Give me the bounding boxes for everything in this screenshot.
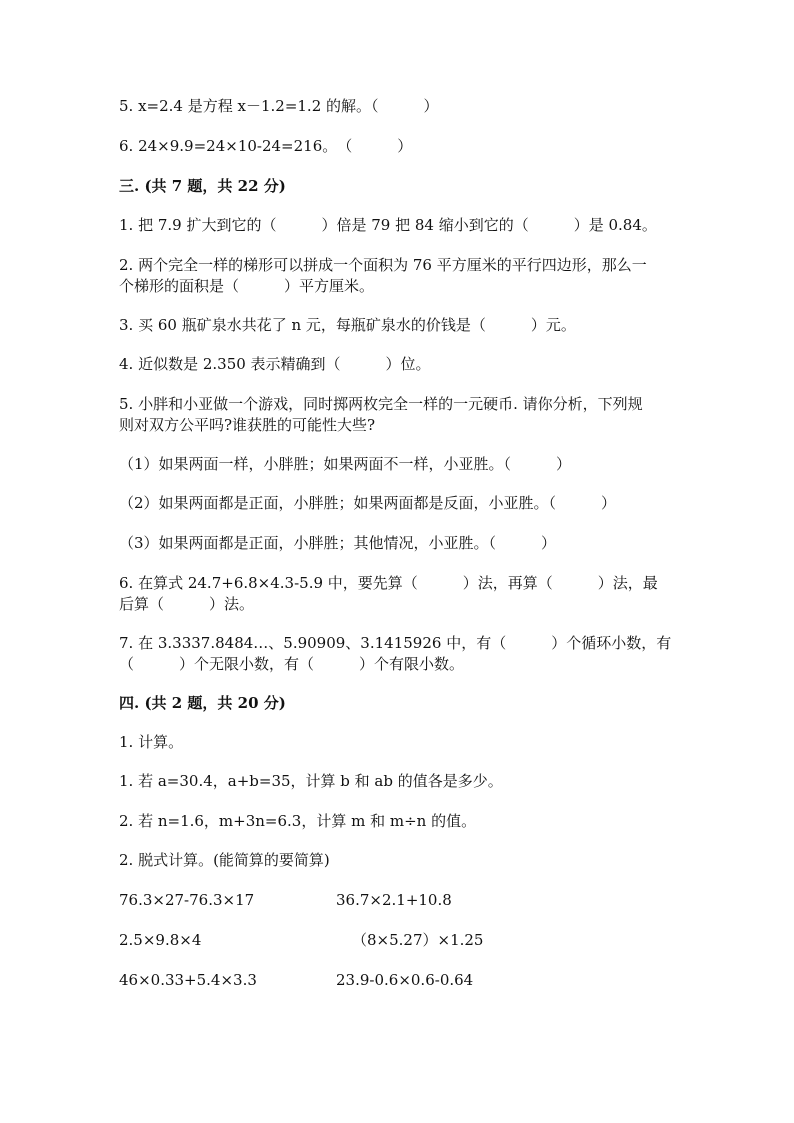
question-s3-4: 4. 近似数是 2.350 表示精确到（ ）位。 <box>119 355 431 373</box>
section4-heading: 四. (共 2 题，共 20 分) <box>119 694 286 712</box>
part1-question-2: 2. 若 n=1.6，m+3n=6.3，计算 m 和 m÷n 的值。 <box>119 812 477 830</box>
question-s3-6-line2: 后算（ ）法。 <box>119 595 255 613</box>
calc-expression: 46×0.33+5.4×3.3 <box>119 971 257 989</box>
calc-expression: 36.7×2.1+10.8 <box>336 891 452 909</box>
calc-expression: （8×5.27）×1.25 <box>352 931 484 949</box>
calc-expression: 23.9-0.6×0.6-0.64 <box>336 971 474 989</box>
question-s2-6: 6. 24×9.9=24×10-24=216。 （ ） <box>119 137 413 155</box>
question-s3-2-line2: 个梯形的面积是（ ）平方厘米。 <box>119 277 375 295</box>
question-s3-2-line1: 2. 两个完全一样的梯形可以拼成一个面积为 76 平方厘米的平行四边形，那么一 <box>119 256 647 274</box>
question-s3-5-line1: 5. 小胖和小亚做一个游戏，同时掷两枚完全一样的一元硬币. 请你分析，下列规 <box>119 395 643 413</box>
part2-title: 2. 脱式计算。(能简算的要简算) <box>119 851 330 869</box>
section3-heading: 三. (共 7 题，共 22 分) <box>119 177 286 195</box>
question-s3-5-sub2: （2）如果两面都是正面，小胖胜；如果两面都是反面，小亚胜。（ ） <box>119 494 617 512</box>
calc-expression: 2.5×9.8×4 <box>119 931 202 949</box>
question-s3-5-line2: 则对双方公平吗?谁获胜的可能性大些? <box>119 416 376 434</box>
part1-question-1: 1. 若 a=30.4，a+b=35，计算 b 和 ab 的值各是多少。 <box>119 772 503 790</box>
question-s3-6-line1: 6. 在算式 24.7+6.8×4.3-5.9 中，要先算（ ）法，再算（ ）法，最 <box>119 574 658 592</box>
question-s2-5: 5. x=2.4 是方程 x－1.2=1.2 的解。（ ） <box>119 97 439 115</box>
question-s3-7-line2: （ ）个无限小数，有（ ）个有限小数。 <box>119 655 465 673</box>
calc-expression: 76.3×27-76.3×17 <box>119 891 255 909</box>
question-s3-3: 3. 买 60 瓶矿泉水共花了 n 元，每瓶矿泉水的价钱是（ ）元。 <box>119 316 576 334</box>
question-s3-1: 1. 把 7.9 扩大到它的（ ）倍是 79 把 84 缩小到它的（ ）是 0.84。 <box>119 216 657 234</box>
part1-title: 1. 计算。 <box>119 733 184 751</box>
question-s3-7-line1: 7. 在 3.3337.8484…、5.90909、3.1415926 中，有（ ）个循环小数，有 <box>119 634 672 652</box>
question-s3-5-sub1: （1）如果两面一样，小胖胜；如果两面不一样，小亚胜。（ ） <box>119 455 572 473</box>
question-s3-5-sub3: （3）如果两面都是正面，小胖胜；其他情况，小亚胜。（ ） <box>119 534 557 552</box>
